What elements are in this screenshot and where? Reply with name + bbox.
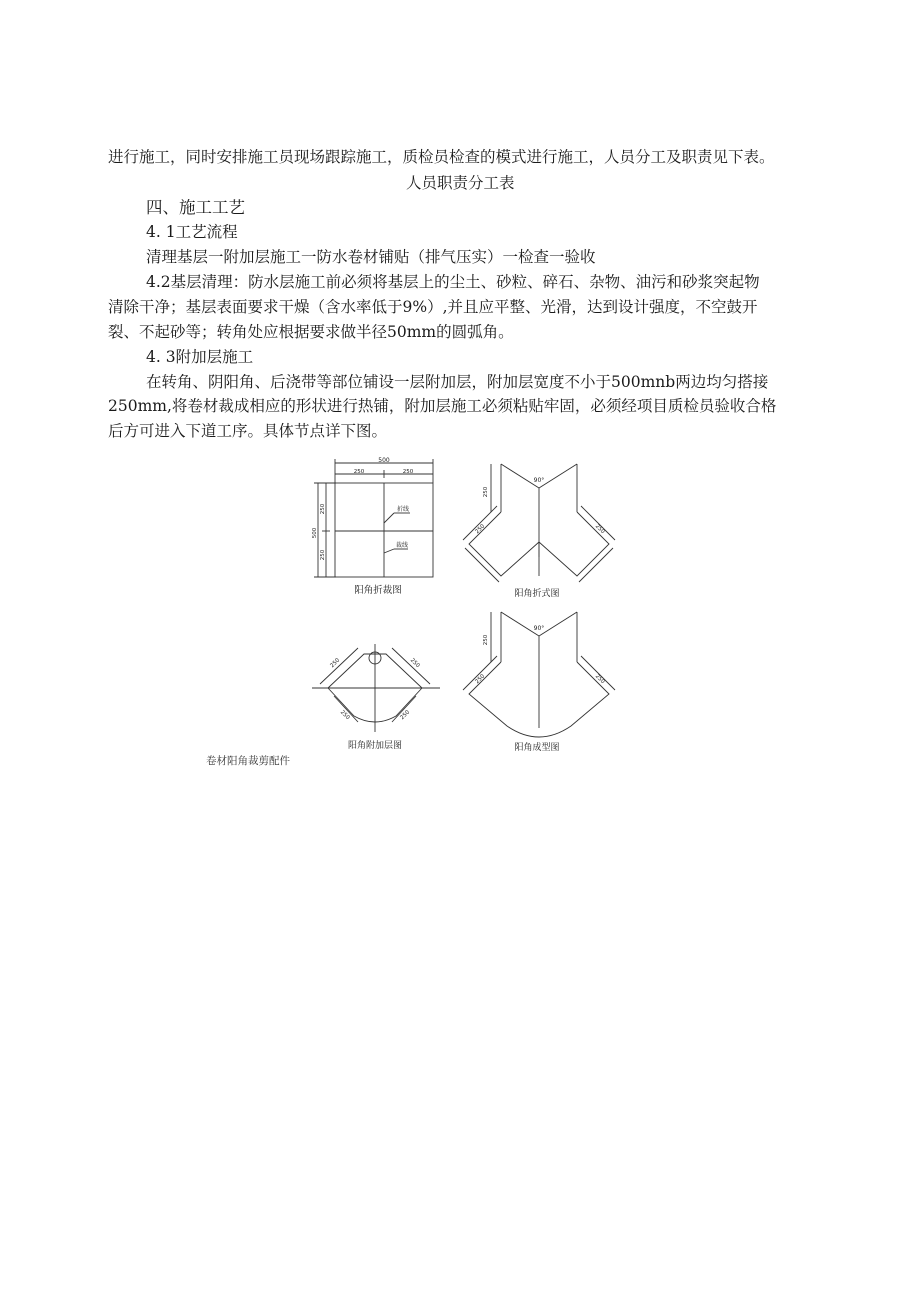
dim-left: 250 <box>329 657 342 670</box>
figure-caption: 卷材阳角裁剪配件 <box>206 755 290 767</box>
dim-side-total: 500 <box>312 527 318 539</box>
panel-caption-fold-cut: 阳角折裁图 <box>354 585 402 596</box>
paragraph-4-3-line1: 在转角、阴阳角、后浇带等部位铺设一层附加层，附加层宽度不小于500mnb两边均匀搭接 <box>146 373 769 391</box>
panel-caption-additional-layer: 阳角附加层图 <box>347 741 403 751</box>
dim-bottom-left: 250 <box>338 709 351 722</box>
dim-side-bottom: 250 <box>320 549 326 561</box>
paragraph-4-2-line2: 清除干净；基层表面要求干燥（含水率低于9%）,并且应平整、光滑，达到设计强度，不空鼓开 <box>108 298 758 316</box>
dim-left: 250 <box>474 673 487 686</box>
process-flow: 清理基层一附加层施工一防水卷材铺贴（排气压实）一检查一验收 <box>146 248 596 266</box>
dim-total: 500 <box>378 457 390 464</box>
panel-caption-fold-pattern: 阳角折式图 <box>514 589 560 599</box>
paragraph-4-2-line3: 裂、不起砂等；转角处应根据要求做半径50mm的圆弧角。 <box>108 323 514 341</box>
dim-side-top: 250 <box>320 503 326 515</box>
panel-caption-formed-corner: 阳角成型图 <box>514 743 560 753</box>
angle-label: 90° <box>533 625 545 632</box>
dim-top: 250 <box>483 486 489 498</box>
dim-top: 250 <box>483 634 489 646</box>
subheading-4-1: 4. 1工艺流程 <box>146 223 238 241</box>
paragraph-4-3-line2: 250mm,将卷材裁成相应的形状进行热铺，附加层施工必须粘贴牢固，必须经项目质检员验收合格 <box>108 397 777 415</box>
subheading-4-3: 4. 3附加层施工 <box>146 348 254 366</box>
dim-left: 250 <box>474 523 487 536</box>
dim-half-right: 250 <box>402 469 414 475</box>
paragraph-continuation: 进行施工，同时安排施工员现场跟踪施工，质检员检查的模式进行施工，人员分工及职责见下表。 <box>108 148 775 166</box>
formed-corner-diagram <box>455 600 620 755</box>
paragraph-4-3-line3: 后方可进入下道工序。具体节点详下图。 <box>108 422 388 440</box>
dim-right: 250 <box>408 657 421 670</box>
dim-bottom-right: 250 <box>399 709 412 722</box>
dim-half-left: 250 <box>353 469 365 475</box>
table-title: 人员职责分工表 <box>406 174 515 192</box>
fold-pattern-diagram <box>455 452 620 602</box>
paragraph-4-2-line1: 4.2基层清理：防水层施工前必须将基层上的尘土、砂粒、碎石、杂物、油污和砂浆突起物 <box>146 273 760 291</box>
section-heading-4: 四、施工工艺 <box>146 198 245 217</box>
fold-cut-diagram <box>308 455 448 600</box>
dim-right: 250 <box>593 523 606 536</box>
label-cut-line: 裁线 <box>396 542 409 549</box>
label-fold-line: 折线 <box>397 506 410 513</box>
angle-label: 90° <box>533 477 545 484</box>
additional-layer-diagram <box>308 636 443 754</box>
dim-right: 250 <box>593 673 606 686</box>
